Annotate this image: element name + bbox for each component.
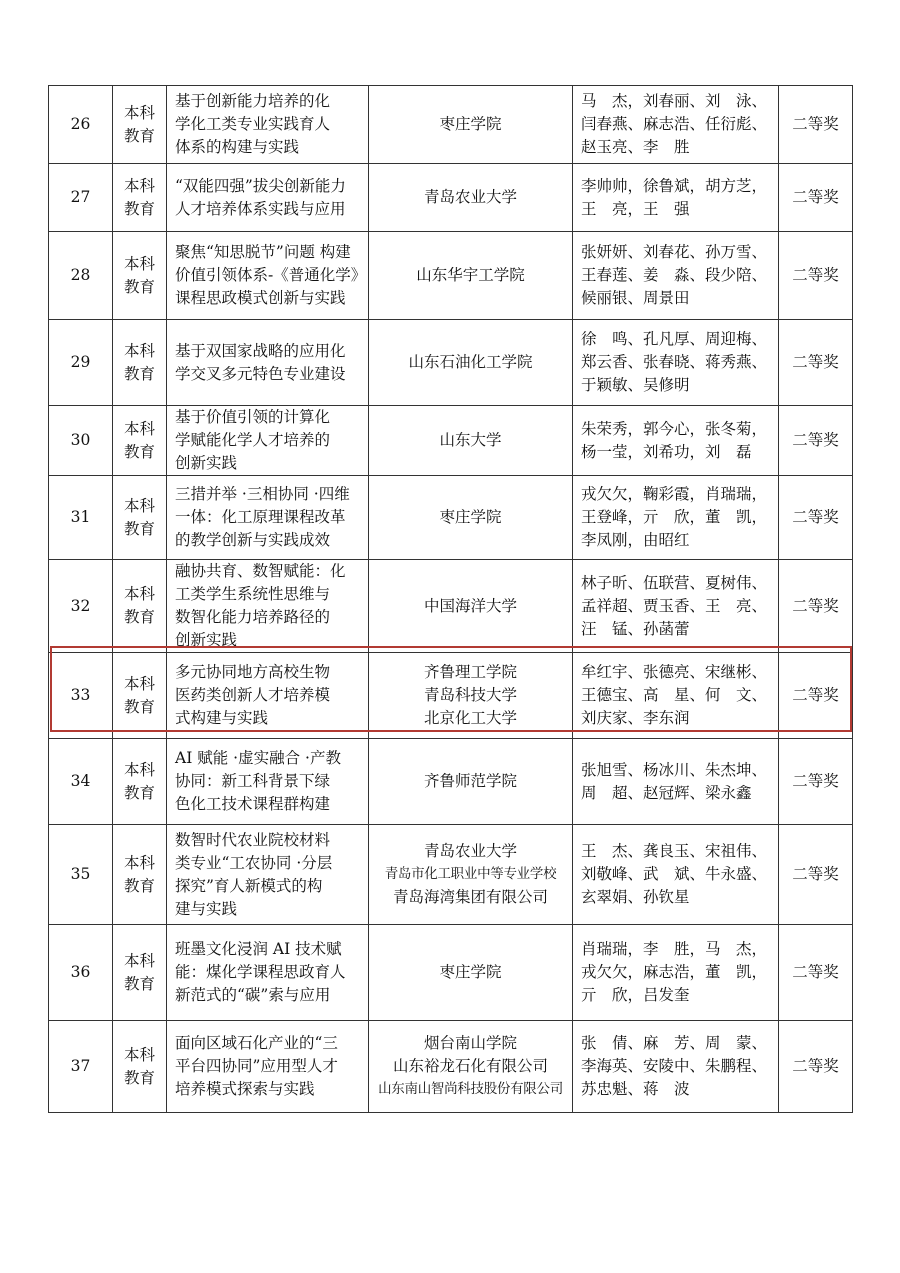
members-line: 杨一莹，刘希功，刘 磊: [581, 442, 752, 461]
category-line: 教育: [123, 876, 155, 895]
institution-line: 枣庄学院: [439, 963, 502, 981]
table-row: [49, 653, 853, 739]
project-title-line: 培养模式探索与实践: [175, 1080, 315, 1098]
category-cell: [113, 406, 167, 476]
members-line: 李凤刚，由昭红: [581, 531, 690, 549]
category-line: 本科: [123, 341, 155, 360]
institution-line: 烟台南山学院: [423, 1034, 517, 1052]
category-line: 本科: [123, 951, 155, 970]
award-level-cell: 二等奖: [779, 560, 853, 653]
project-title-line: 基于价值引领的计算化: [175, 408, 331, 426]
members-line: 亓 欣，吕发奎: [581, 986, 690, 1004]
institution-line: 中国海洋大学: [423, 596, 517, 615]
row-number: 27: [49, 164, 113, 232]
project-title-line: 创新实践: [175, 454, 238, 472]
award-level-cell: 二等奖: [779, 925, 853, 1021]
project-title-line: 学赋能化学人才培养的: [175, 431, 331, 449]
institution-line: 青岛市化工职业中等专业学校: [384, 866, 557, 882]
row-number: 26: [49, 86, 113, 164]
members-line: 刘庆家、李东润: [581, 709, 690, 727]
category-line: 教育: [123, 277, 155, 296]
project-title-cell: [167, 164, 369, 232]
members-cell: [573, 825, 779, 925]
members-line: 候丽银、周景田: [581, 289, 690, 307]
row-number: 33: [49, 653, 113, 739]
table-row: [49, 925, 853, 1021]
category-line: 教育: [123, 364, 155, 383]
members-line: 朱荣秀，郭今心，张冬菊，: [581, 419, 768, 438]
project-title-line: 新范式的“碳”索与应用: [175, 986, 331, 1004]
institution-cell: [369, 232, 573, 320]
members-line: 刘敬峰、武 斌、牛永盛、: [581, 865, 768, 883]
members-cell: [573, 476, 779, 560]
category-cell: [113, 653, 167, 739]
members-line: 王春莲、姜 淼、段少陪、: [581, 266, 768, 284]
members-cell: [573, 925, 779, 1021]
institution-cell: [369, 476, 573, 560]
project-title-line: 建与实践: [175, 899, 238, 918]
project-title-cell: [167, 653, 369, 739]
project-title-line: AI 赋能 ·虚实融合 ·产教: [175, 749, 341, 767]
project-title-line: 基于双国家战略的应用化: [175, 341, 346, 360]
category-line: 教育: [123, 783, 155, 802]
project-title-cell: [167, 739, 369, 825]
table-row: [49, 825, 853, 925]
institution-line: 山东裕龙石化有限公司: [392, 1057, 548, 1075]
institution-line: 齐鲁师范学院: [423, 772, 517, 790]
project-title-cell: [167, 925, 369, 1021]
table-row: [49, 739, 853, 825]
project-title-line: 面向区域石化产业的“三: [175, 1034, 338, 1052]
category-cell: [113, 164, 167, 232]
members-line: 张妍妍、刘春花、孙万雪、: [581, 243, 768, 261]
category-cell: [113, 825, 167, 925]
project-title-line: 的教学创新与实践成效: [175, 531, 331, 549]
members-cell: [573, 86, 779, 164]
category-line: 本科: [123, 176, 155, 195]
category-line: 教育: [123, 608, 155, 626]
row-number: 37: [49, 1021, 113, 1113]
category-cell: [113, 1021, 167, 1113]
project-title-line: 工类学生系统性思维与: [175, 585, 331, 603]
members-line: 赵玉亮、李 胜: [581, 138, 690, 156]
award-level-cell: 二等奖: [779, 653, 853, 739]
table-row: [49, 406, 853, 476]
institution-line: 枣庄学院: [439, 115, 502, 133]
row-number: 28: [49, 232, 113, 320]
institution-cell: [369, 653, 573, 739]
row-number: 31: [49, 476, 113, 560]
project-title-line: 班墨文化浸润 AI 技术赋: [175, 940, 342, 958]
members-line: 牟红宇、张德亮、宋继彬、: [581, 663, 768, 681]
members-line: 玄翠娟、孙钦星: [581, 888, 690, 906]
category-cell: [113, 925, 167, 1021]
category-cell: [113, 320, 167, 406]
members-line: 张旭雪、杨冰川、朱杰坤、: [581, 760, 768, 779]
awards-table-body: [49, 86, 853, 1113]
category-cell: [113, 86, 167, 164]
members-cell: [573, 406, 779, 476]
category-cell: [113, 560, 167, 653]
members-line: 张 倩、麻 芳、周 蒙、: [581, 1034, 768, 1052]
row-number: 35: [49, 825, 113, 925]
institution-line: 青岛农业大学: [423, 188, 517, 206]
project-title-line: 课程思政模式创新与实践: [175, 289, 346, 307]
institution-cell: [369, 739, 573, 825]
award-level-cell: 二等奖: [779, 1021, 853, 1113]
institution-line: 青岛海湾集团有限公司: [392, 888, 548, 906]
institution-line: 北京化工大学: [423, 709, 517, 727]
category-line: 本科: [123, 254, 155, 273]
project-title-line: 体系的构建与实践: [175, 138, 300, 156]
members-cell: [573, 1021, 779, 1113]
institution-line: 齐鲁理工学院: [423, 663, 517, 681]
institution-line: 青岛农业大学: [423, 842, 517, 860]
category-line: 本科: [123, 103, 155, 122]
project-title-line: 平台四协同”应用型人才: [175, 1057, 338, 1075]
category-line: 本科: [123, 760, 155, 779]
row-number: 36: [49, 925, 113, 1021]
institution-cell: [369, 320, 573, 406]
category-line: 本科: [123, 853, 155, 872]
members-line: 王德宝、高 星、何 文、: [581, 686, 768, 704]
project-title-line: 价值引领体系-《普通化学》: [175, 266, 367, 284]
project-title-line: 色化工技术课程群构建: [175, 795, 331, 813]
project-title-line: 数智化能力培养路径的: [175, 608, 331, 626]
category-line: 本科: [123, 496, 155, 515]
category-line: 教育: [123, 974, 155, 993]
category-cell: [113, 476, 167, 560]
category-line: 教育: [123, 126, 155, 145]
members-cell: [573, 232, 779, 320]
project-title-cell: [167, 1021, 369, 1113]
project-title-line: 创新实践: [175, 631, 238, 649]
members-line: 李帅帅，徐鲁斌，胡方芝，: [581, 176, 768, 195]
members-line: 王 亮，王 强: [581, 199, 690, 218]
table-row: [49, 86, 853, 164]
category-line: 教育: [123, 442, 155, 461]
award-level-cell: 二等奖: [779, 739, 853, 825]
award-level-cell: 二等奖: [779, 825, 853, 925]
category-line: 本科: [123, 1045, 155, 1064]
members-line: 李海英、安陵中、朱鹏程、: [581, 1057, 768, 1075]
category-line: 本科: [123, 674, 155, 693]
members-line: 周 超、赵冠辉、梁永鑫: [581, 783, 752, 802]
project-title-cell: [167, 406, 369, 476]
award-level-cell: 二等奖: [779, 232, 853, 320]
project-title-line: 协同：新工科背景下绿: [175, 772, 331, 790]
row-number: 34: [49, 739, 113, 825]
project-title-cell: [167, 320, 369, 406]
award-level-cell: 二等奖: [779, 406, 853, 476]
members-line: 孟祥超、贾玉香、王 亮、: [581, 596, 768, 615]
project-title-line: “双能四强”拔尖创新能力: [175, 176, 346, 195]
institution-cell: [369, 825, 573, 925]
members-cell: [573, 739, 779, 825]
award-level-cell: 二等奖: [779, 320, 853, 406]
table-row: [49, 320, 853, 406]
project-title-line: 探究”育人新模式的构: [175, 876, 323, 895]
category-line: 教育: [123, 697, 155, 716]
project-title-line: 医药类创新人才培养模: [175, 686, 331, 704]
project-title-line: 融协共育、数智赋能：化: [175, 562, 346, 580]
project-title-cell: [167, 86, 369, 164]
institution-line: 山东大学: [439, 431, 502, 449]
members-cell: [573, 320, 779, 406]
table-row: [49, 1021, 853, 1113]
institution-cell: [369, 925, 573, 1021]
institution-cell: [369, 406, 573, 476]
category-cell: [113, 739, 167, 825]
table-row: [49, 232, 853, 320]
institution-line: 山东华宇工学院: [416, 266, 525, 284]
members-line: 戎欠欠，鞠彩霞，肖瑞瑞，: [581, 485, 768, 503]
members-line: 郑云香、张春晓、蒋秀燕、: [581, 353, 768, 371]
category-line: 教育: [123, 1068, 155, 1087]
row-number: 29: [49, 320, 113, 406]
award-level-cell: 二等奖: [779, 164, 853, 232]
members-line: 徐 鸣、孔凡厚、周迎梅、: [581, 330, 768, 348]
project-title-line: 学化工类专业实践育人: [175, 115, 331, 133]
project-title-line: 能：煤化学课程思政育人: [175, 963, 346, 981]
members-cell: [573, 653, 779, 739]
table-row: [49, 164, 853, 232]
project-title-line: 基于创新能力培养的化: [175, 92, 331, 110]
members-line: 闫春燕、麻志浩、任衍彪、: [581, 115, 768, 133]
project-title-line: 式构建与实践: [175, 709, 269, 727]
project-title-cell: [167, 825, 369, 925]
project-title-line: 三措并举 ·三相协同 ·四维: [175, 485, 350, 503]
row-number: 32: [49, 560, 113, 653]
institution-line: 枣庄学院: [439, 508, 502, 526]
members-line: 林子昕、伍联营、夏树伟、: [581, 573, 768, 592]
category-line: 本科: [123, 419, 155, 438]
awards-table: [48, 85, 853, 1113]
project-title-line: 聚焦“知思脱节”问题 构建: [175, 243, 351, 261]
project-title-line: 一体：化工原理课程改革: [175, 508, 346, 526]
members-line: 马 杰，刘春丽、刘 泳、: [581, 92, 768, 110]
project-title-line: 类专业“工农协同 ·分层: [175, 853, 333, 872]
table-row: [49, 476, 853, 560]
project-title-line: 数智时代农业院校材料: [175, 830, 331, 849]
project-title-cell: [167, 560, 369, 653]
award-level-cell: 二等奖: [779, 86, 853, 164]
project-title-line: 多元协同地方高校生物: [175, 663, 331, 681]
project-title-line: 学交叉多元特色专业建设: [175, 364, 346, 383]
institution-cell: [369, 164, 573, 232]
members-line: 汪 锰、孙菡蕾: [581, 619, 690, 638]
institution-cell: [369, 560, 573, 653]
category-line: 教育: [123, 199, 155, 218]
institution-line: 山东南山智尚科技股份有限公司: [378, 1081, 563, 1097]
institution-line: 青岛科技大学: [423, 686, 517, 704]
members-line: 王登峰，亓 欣，董 凯，: [581, 508, 768, 526]
category-line: 教育: [123, 519, 155, 538]
table-row: [49, 560, 853, 653]
project-title-line: 人才培养体系实践与应用: [175, 199, 346, 218]
members-cell: [573, 560, 779, 653]
institution-line: 山东石油化工学院: [408, 353, 533, 371]
members-line: 肖瑞瑞，李 胜，马 杰，: [581, 940, 768, 958]
members-line: 戎欠欠，麻志浩，董 凯，: [581, 963, 768, 981]
institution-cell: [369, 86, 573, 164]
members-line: 王 杰、龚良玉、宋祖伟、: [581, 842, 768, 860]
members-line: 苏忠魁、蒋 波: [581, 1080, 690, 1098]
category-line: 本科: [123, 585, 155, 603]
row-number: 30: [49, 406, 113, 476]
institution-cell: [369, 1021, 573, 1113]
category-cell: [113, 232, 167, 320]
award-level-cell: 二等奖: [779, 476, 853, 560]
members-cell: [573, 164, 779, 232]
project-title-cell: [167, 476, 369, 560]
project-title-cell: [167, 232, 369, 320]
members-line: 于颖敏、吴修明: [581, 376, 690, 394]
